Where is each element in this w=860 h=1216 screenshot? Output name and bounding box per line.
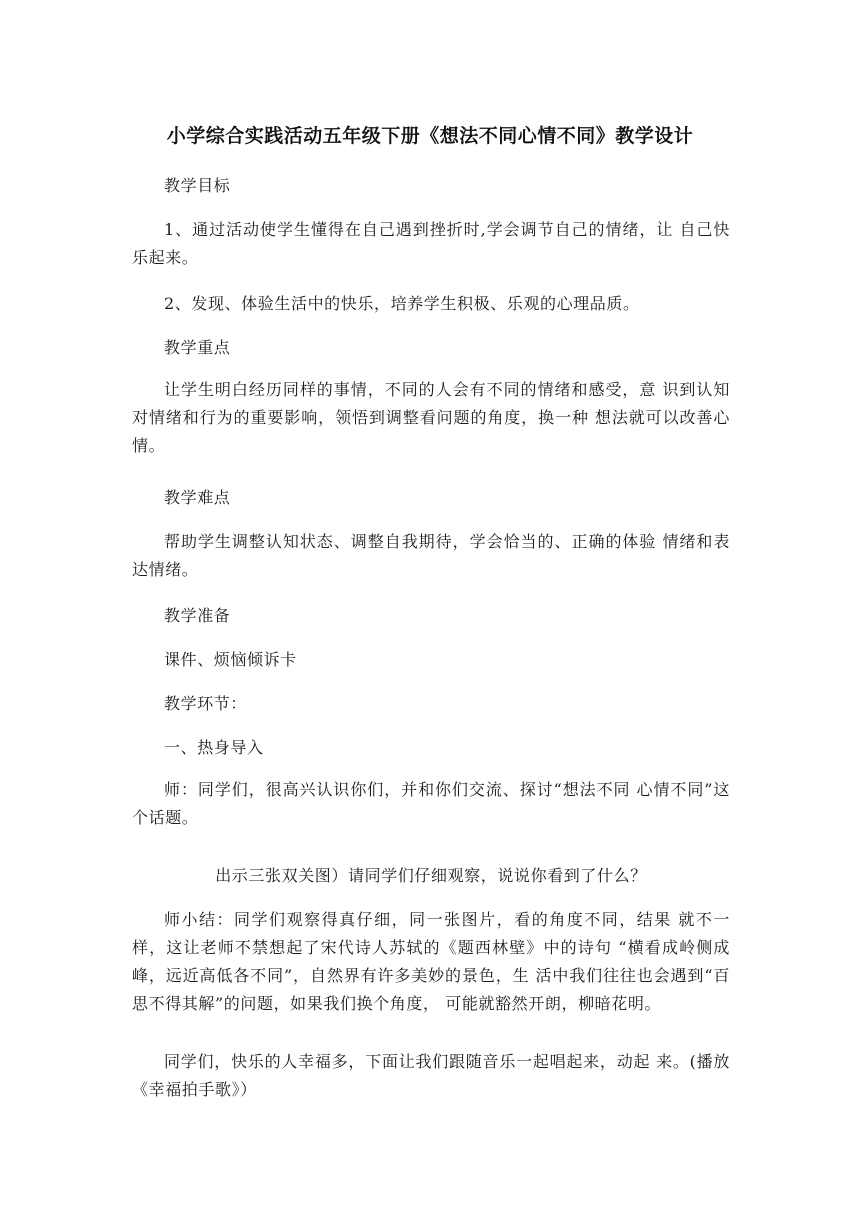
warmup-teacher-text: 师：同学们，很高兴认识你们，并和你们交流、探讨“想法不同 心情不同”这个话题。 [132,780,730,827]
heading-teaching-steps: 教学环节： [164,694,248,713]
preparation-text: 课件、烦恼倾诉卡 [164,650,297,669]
heading-key-points: 教学重点 [164,338,231,357]
heading-difficulties: 教学难点 [164,488,231,507]
heading-teaching-goals: 教学目标 [164,176,231,195]
key-points-text: 让学生明白经历同样的事情，不同的人会有不同的情绪和感受，意 识到认知对情绪和行为的重要影响，领悟到调整看问题的角度，换一种 想法就可以改善心情。 [132,380,730,455]
teacher-summary-text: 师小结：同学们观察得真仔细，同一张图片，看的角度不同，结果 就不一样，这让老师不禁想起了宋代诗人苏轼的《题西林壁》中的诗句 “横看成岭侧成峰，远近高低各不同”，自然界有许多美妙的景色，生 活中我们往往也会遇到“百思不得其解”的问题，如果我们换个角度， 可能就豁然开朗，柳暗花明。 [132,910,730,1013]
document-title: 小学综合实践活动五年级下册《想法不同心情不同》教学设计 [166,125,694,147]
heading-warmup: 一、热身导入 [164,738,264,757]
difficulties-text: 帮助学生调整认知状态、调整自我期待，学会恰当的、正确的体验 情绪和表达情绪。 [132,532,730,579]
song-activity-text: 同学们，快乐的人幸福多，下面让我们跟随音乐一起唱起来，动起 来。(播放《幸福拍手歌》） [132,1052,730,1099]
goal-item-1: 1、通过活动使学生懂得在自己遇到挫折时,学会调节自己的情绪，让 自己快乐起来。 [132,220,730,267]
goal-item-2: 2、发现、体验生活中的快乐，培养学生积极、乐观的心理品质。 [164,294,640,313]
show-images-text: 出示三张双关图）请同学们仔细观察，说说你看到了什么？ [215,866,647,885]
heading-preparation: 教学准备 [164,606,231,625]
